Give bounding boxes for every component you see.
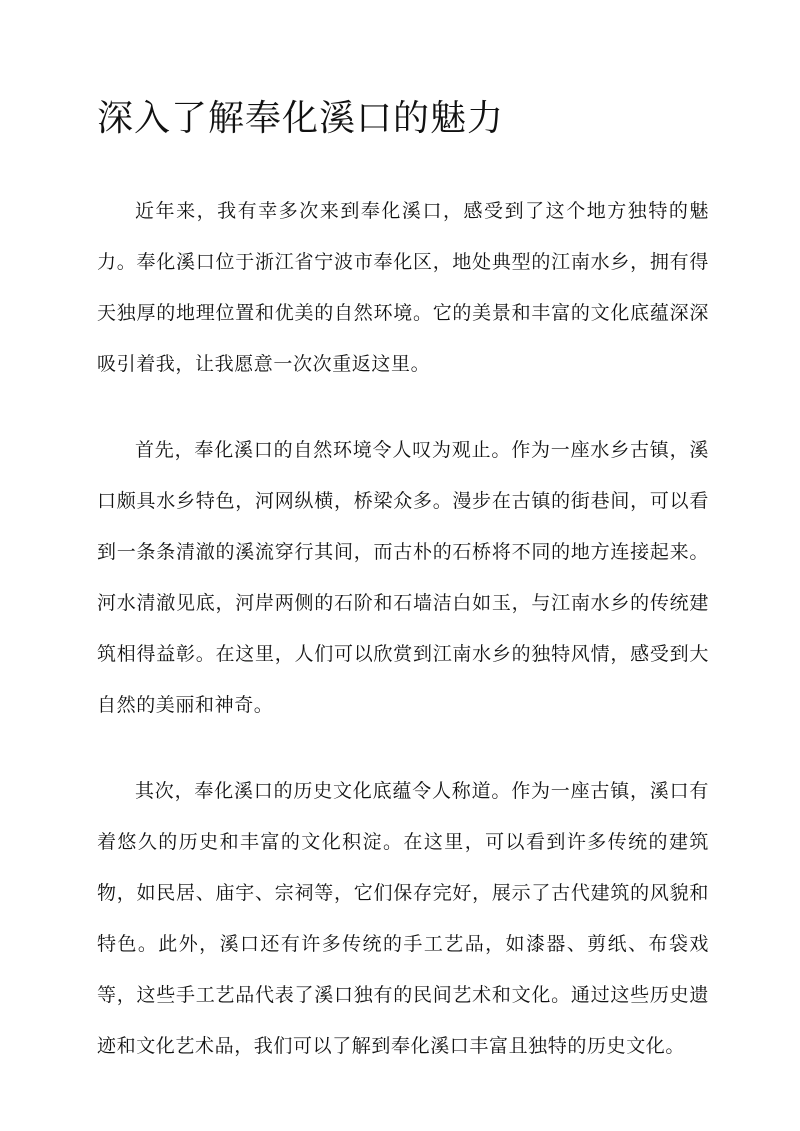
paragraph-3: 其次，奉化溪口的历史文化底蕴令人称道。作为一座古镇，溪口有着悠久的历史和丰富的文化积淀。在这里，可以看到许多传统的建筑物，如民居、庙宇、宗祠等，它们保存完好，展示了古代建筑的风貌和特色。此外，溪口还有许多传统的手工艺品，如漆器、剪纸、布袋戏等，这些手工艺品代表了溪口独有的民间艺术和文化。通过这些历史遗迹和文化艺术品，我们可以了解到奉化溪口丰富且独特的历史文化。 bbox=[97, 780, 709, 1057]
paragraph-1: 近年来，我有幸多次来到奉化溪口，感受到了这个地方独特的魅力。奉化溪口位于浙江省宁波市奉化区，地处典型的江南水乡，拥有得天独厚的地理位置和优美的自然环境。它的美景和丰富的文化底蕴深深吸引着我，让我愿意一次次重返这里。 bbox=[97, 200, 709, 375]
document-title: 深入了解奉化溪口的魅力 bbox=[97, 98, 505, 139]
document-body bbox=[97, 186, 709, 1107]
paragraph-2: 首先，奉化溪口的自然环境令人叹为观止。作为一座水乡古镇，溪口颇具水乡特色，河网纵横，桥梁众多。漫步在古镇的街巷间，可以看到一条条清澈的溪流穿行其间，而古朴的石桥将不同的地方连接起来。河水清澈见底，河岸两侧的石阶和石墙洁白如玉，与江南水乡的传统建筑相得益彰。在这里，人们可以欣赏到江南水乡的独特风情，感受到大自然的美丽和神奇。 bbox=[97, 439, 709, 716]
